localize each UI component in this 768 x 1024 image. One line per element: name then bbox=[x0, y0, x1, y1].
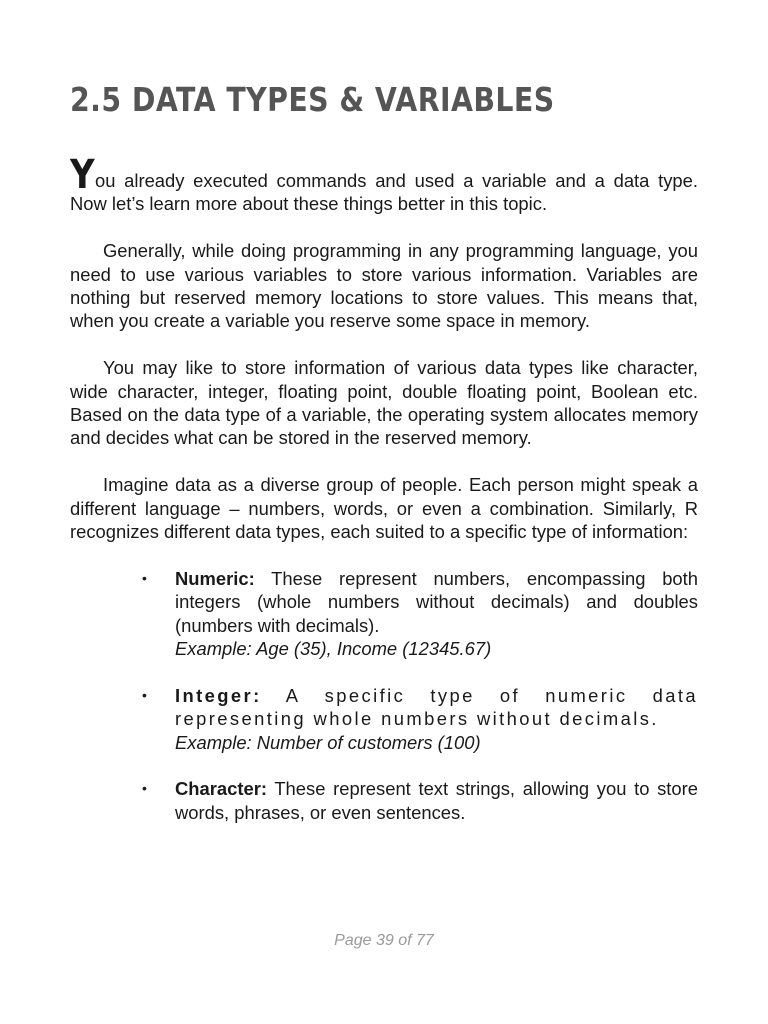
variables-paragraph: Generally, while doing programming in any programming language, you need to use various variables to store various information. Variables are nothing but reserved memory locations to store values. This means that, when you create a variable you reserve some space in memory. bbox=[70, 240, 698, 332]
document-page bbox=[70, 0, 698, 1024]
description-numeric: These represent numbers, encompassing both integers (whole numbers without decimals) and doubles (numbers with decimals). bbox=[175, 567, 698, 636]
bullet: • bbox=[142, 686, 147, 703]
drop-cap: Y bbox=[70, 152, 95, 198]
term-numeric: Numeric: bbox=[175, 567, 255, 589]
bullet: • bbox=[142, 569, 147, 586]
example-integer: Example: Number of customers (100) bbox=[175, 731, 481, 753]
section-heading: 2.5 DATA TYPES & VARIABLES bbox=[70, 80, 555, 119]
intro-paragraph-text: ou already executed commands and used a variable and a data type. Now let’s learn more about these things better in this topic. bbox=[70, 170, 698, 215]
list-item-numeric bbox=[142, 567, 698, 661]
list-item-integer bbox=[142, 684, 698, 754]
example-numeric: Example: Age (35), Income (12345.67) bbox=[175, 638, 492, 660]
description-integer: A specific type of numeric data representing whole numbers without decimals. bbox=[175, 684, 698, 730]
description-character: These represent text strings, allowing you to store words, phrases, or even sentences. bbox=[175, 778, 698, 823]
page-number: Page 39 of 77 bbox=[334, 932, 434, 949]
data-type-list bbox=[70, 567, 698, 824]
data-types-paragraph: You may like to store information of various data types like character, wide character, integer, floating point, double floating point, Boolean etc. Based on the data type of a variable, the operating system allocates memory and decides what can be stored in the reserved memory. bbox=[70, 357, 698, 449]
analogy-paragraph: Imagine data as a diverse group of people. Each person might speak a different language – numbers, words, or even a combination. Similarly, R recognizes different data types, each suited to a specific type of information: bbox=[70, 474, 698, 543]
term-character: Character: bbox=[175, 778, 267, 800]
section-body bbox=[70, 152, 698, 848]
list-item-character bbox=[142, 777, 698, 824]
bullet: • bbox=[142, 780, 147, 797]
term-integer: Integer: bbox=[175, 684, 262, 706]
intro-paragraph bbox=[70, 152, 698, 216]
